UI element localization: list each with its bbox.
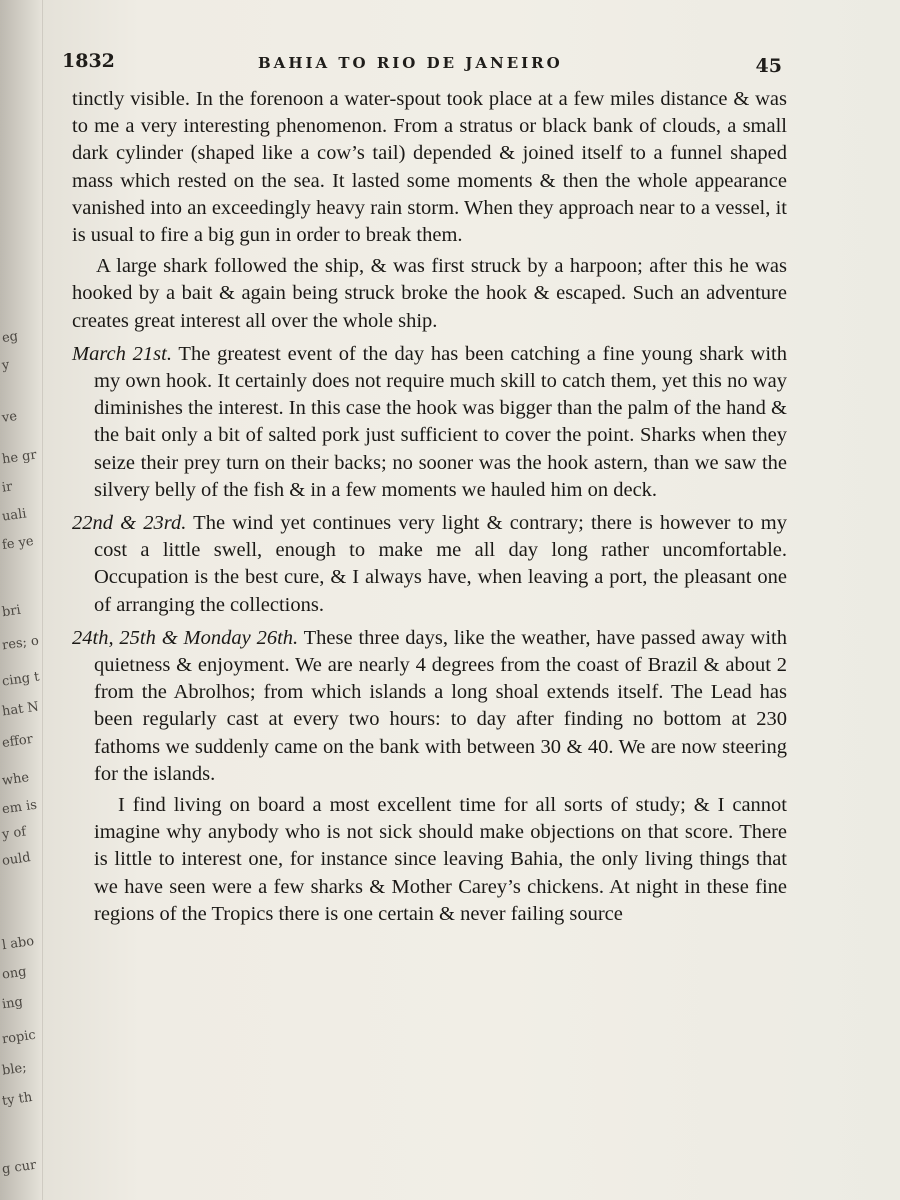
- journal-entry-22-23: [72, 510, 787, 619]
- header-title: BAHIA TO RIO DE JANEIRO: [258, 54, 563, 72]
- gutter-fragment: y: [0, 357, 11, 374]
- gutter-fragment: ong: [1, 964, 28, 983]
- gutter-fragment: bri: [1, 602, 22, 621]
- journal-entry-24-26: [72, 625, 787, 788]
- entry-text: The greatest event of the day has been catching a fine young shark with my own hook. It certainly does not require much skill to catch them, yet this no way diminishes the interest. In this case the hook was bigger than the palm of the hand & the bait only a bit of salted pork just sufficient to cover the point. Sharks when they seize their prey turn on their backs; no sooner was the hook astern, than we saw the silvery belly of the fish & in a few moments we hauled him on deck.: [94, 342, 787, 501]
- gutter-fragment: ropic: [1, 1027, 37, 1048]
- entry-text: The wind yet continues very light & contrary; there is however to my cost a little swell, enough to make me all day long rather uncomfortable. Occupation is the best cure, & I always have, when leaving a port, the pleasant one of arranging the collections.: [94, 512, 787, 616]
- gutter-fragment: ty th: [1, 1089, 34, 1110]
- page-number: 45: [755, 55, 782, 77]
- gutter-fragment: y of: [1, 824, 28, 843]
- body-text: [72, 86, 787, 932]
- facing-page-gutter: [0, 0, 43, 1200]
- gutter-fragment: ould: [1, 850, 32, 869]
- gutter-fragment: ir: [1, 479, 14, 496]
- header-year: 1832: [62, 50, 115, 72]
- gutter-fragment: ing: [1, 994, 24, 1013]
- gutter-fragment: effor: [1, 731, 34, 752]
- entry-date: March 21st.: [72, 342, 172, 365]
- gutter-fragment: l abo: [1, 933, 36, 954]
- gutter-fragment: g cur: [1, 1157, 38, 1178]
- running-header: [62, 50, 782, 80]
- entry-date: 22nd & 23rd.: [72, 512, 187, 535]
- gutter-fragment: ble;: [1, 1060, 28, 1079]
- gutter-fragment: uali: [1, 506, 28, 525]
- gutter-fragment: eg: [1, 328, 19, 347]
- gutter-fragment: fe ye: [1, 533, 35, 554]
- paragraph-shark-harpoon: A large shark followed the ship, & was first struck by a harpoon; after this he was hooked by a bait & again being struck broke the hook & escaped. Such an adventure creates great interest all over the whole ship.: [72, 255, 787, 332]
- gutter-fragment: he gr: [1, 447, 38, 468]
- paragraph-living-on-board: I find living on board a most excellent time for all sorts of study; & I cannot imagine why anybody who is not sick should make objections on that score. There is little to interest one, for instance since leaving Bahia, the only living things that we have seen were a few sharks & Mother Carey’s chickens. At night in these fine regions of the Tropics there is one certain & never failing source: [94, 794, 787, 925]
- journal-entry-march-21: [72, 341, 787, 504]
- gutter-fragment: cing t: [1, 669, 41, 690]
- gutter-fragment: whe: [1, 770, 31, 789]
- entry-text: These three days, like the weather, have passed away with quietness & enjoyment. We are nearly 4 degrees from the coast of Brazil & about 2 from the Abrolhos; from which islands a long shoal extends itself. The Lead has been regularly cast at every two hours: to day after finding no bottom at 230 fathoms we suddenly came on the bank with between 30 & 40. We are now steering for the islands.: [94, 626, 787, 785]
- gutter-fragment: ve: [1, 409, 19, 426]
- entry-date: 24th, 25th & Monday 26th.: [72, 626, 299, 649]
- gutter-fragment: em is: [1, 797, 38, 818]
- paragraph-continuation: tinctly visible. In the forenoon a water-spout took place at a few miles distance & was to me a very interesting phenomenon. From a stratus or black bank of clouds, a small dark cylinder (shaped like a cow’s tail) depended & joined itself to a funnel shaped mass which rested on the sea. It lasted some moments & then the whole appearance vanished into an exceedingly heavy rain storm. When they approach near to a vessel, it is usual to fire a big gun in order to break them.: [72, 88, 787, 247]
- gutter-fragment: hat N: [1, 699, 40, 720]
- gutter-fragment: res; o: [1, 633, 40, 654]
